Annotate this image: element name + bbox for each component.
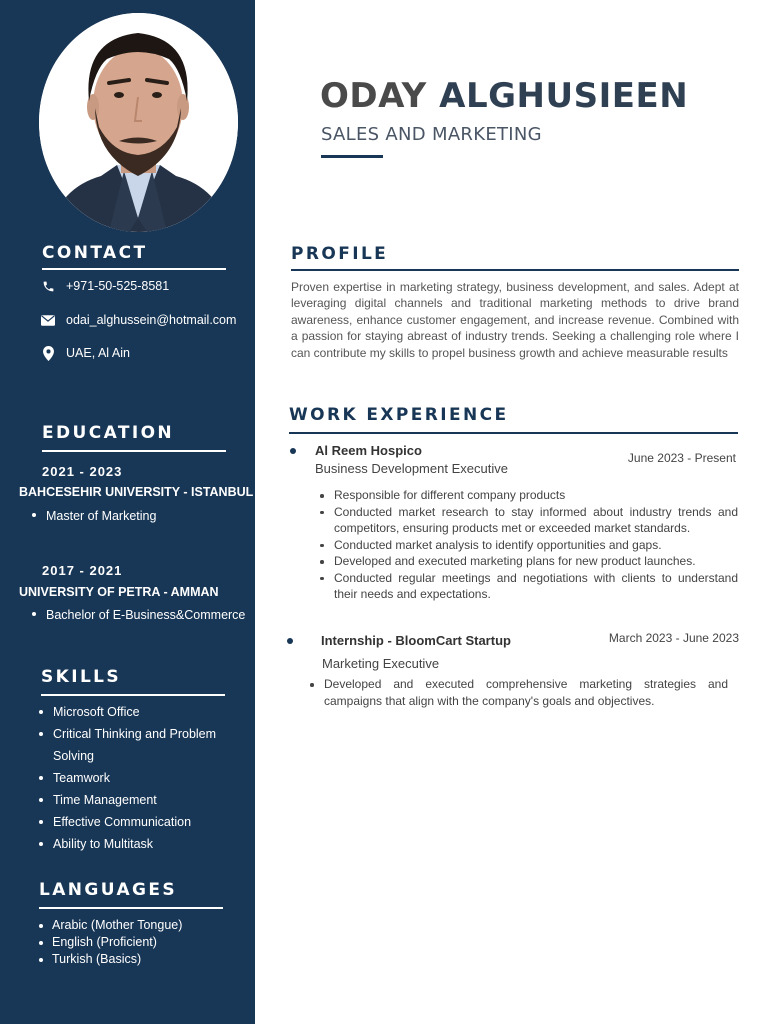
location-text: UAE, Al Ain (66, 346, 130, 360)
phone-icon (40, 279, 56, 293)
list-item: English (Proficient) (38, 934, 238, 951)
contact-phone (40, 279, 169, 293)
profile-photo (39, 13, 238, 232)
job-title: Business Development Executive (315, 461, 508, 476)
education-degree: Bachelor of E-Business&Commerce (32, 608, 245, 622)
list-item: Responsible for different company products (316, 487, 738, 504)
skills-divider (41, 694, 225, 696)
phone-number[interactable]: +971-50-525-8581 (66, 279, 170, 293)
education-years: 2021 - 2023 (42, 464, 123, 479)
job-company: Al Reem Hospico (315, 443, 422, 458)
job-bullet-icon (290, 448, 296, 454)
contact-email (40, 313, 236, 327)
list-item: Developed and executed marketing plans for new product launches. (316, 553, 738, 570)
job-company: Internship - BloomCart Startup (321, 633, 511, 648)
last-name: ALGHUSIEEN (439, 76, 689, 116)
education-school: BAHCESEHIR UNIVERSITY - ISTANBUL (19, 485, 254, 499)
list-item: Ability to Multitask (38, 833, 238, 855)
list-item: Microsoft Office (38, 701, 238, 723)
portrait-image (39, 13, 238, 232)
experience-heading: WORK EXPERIENCE (289, 405, 509, 425)
role-divider (321, 155, 383, 158)
languages-divider (39, 907, 223, 909)
list-item: Teamwork (38, 767, 238, 789)
contact-location (40, 346, 130, 360)
full-name (320, 76, 688, 116)
list-item: Critical Thinking and Problem Solving (38, 723, 238, 767)
education-school: UNIVERSITY OF PETRA - AMMAN (19, 585, 219, 599)
profile-text: Proven expertise in marketing strategy, business development, and sales. Adept at leveraging digital channels and traditional marketing methods to drive brand awareness, enhance customer engagement, and increase revenue. Combined with a passion for staying abreast of industry trends. Seeking a challenging role where I can contribute my skills to propel business growth and achieve measurable results (291, 280, 739, 360)
list-item: Conducted market research to stay informed about industry trends and competitors, ensuring products met or exceeded market standards. (316, 504, 738, 537)
list-item: Effective Communication (38, 811, 238, 833)
education-years: 2017 - 2021 (42, 563, 123, 578)
job-responsibilities (316, 487, 738, 603)
sidebar (0, 0, 255, 1024)
education-divider (42, 450, 226, 452)
first-name: ODAY (320, 76, 427, 116)
skills-heading: SKILLS (41, 667, 122, 687)
profile-divider (291, 269, 739, 271)
job-responsibilities (306, 676, 728, 709)
education-heading: EDUCATION (42, 423, 175, 443)
languages-list (38, 917, 238, 968)
job-dates: March 2023 - June 2023 (608, 631, 739, 645)
list-item: Conducted regular meetings and negotiations with clients to understand their needs and expectations. (316, 570, 738, 603)
list-item: Time Management (38, 789, 238, 811)
profile-heading: PROFILE (291, 244, 389, 264)
contact-divider (42, 268, 226, 270)
list-item: Conducted market analysis to identify opportunities and gaps. (316, 537, 738, 554)
languages-heading: LANGUAGES (39, 880, 178, 900)
experience-divider (289, 432, 738, 434)
location-pin-icon (40, 346, 56, 360)
job-dates: June 2023 - Present (627, 451, 736, 465)
job-title: Marketing Executive (322, 656, 440, 671)
list-item: Developed and executed comprehensive marketing strategies and campaigns that align with the company's goals and objectives. (306, 676, 728, 709)
education-degree: Master of Marketing (32, 509, 156, 523)
skills-list (38, 701, 238, 855)
contact-heading: CONTACT (42, 243, 148, 263)
list-item: Turkish (Basics) (38, 951, 238, 968)
email-address[interactable]: odai_alghussein@hotmail.com (66, 313, 237, 327)
job-role: SALES AND MARKETING (321, 124, 542, 145)
job-bullet-icon (287, 638, 293, 644)
list-item: Arabic (Mother Tongue) (38, 917, 238, 934)
mail-icon (40, 313, 56, 327)
